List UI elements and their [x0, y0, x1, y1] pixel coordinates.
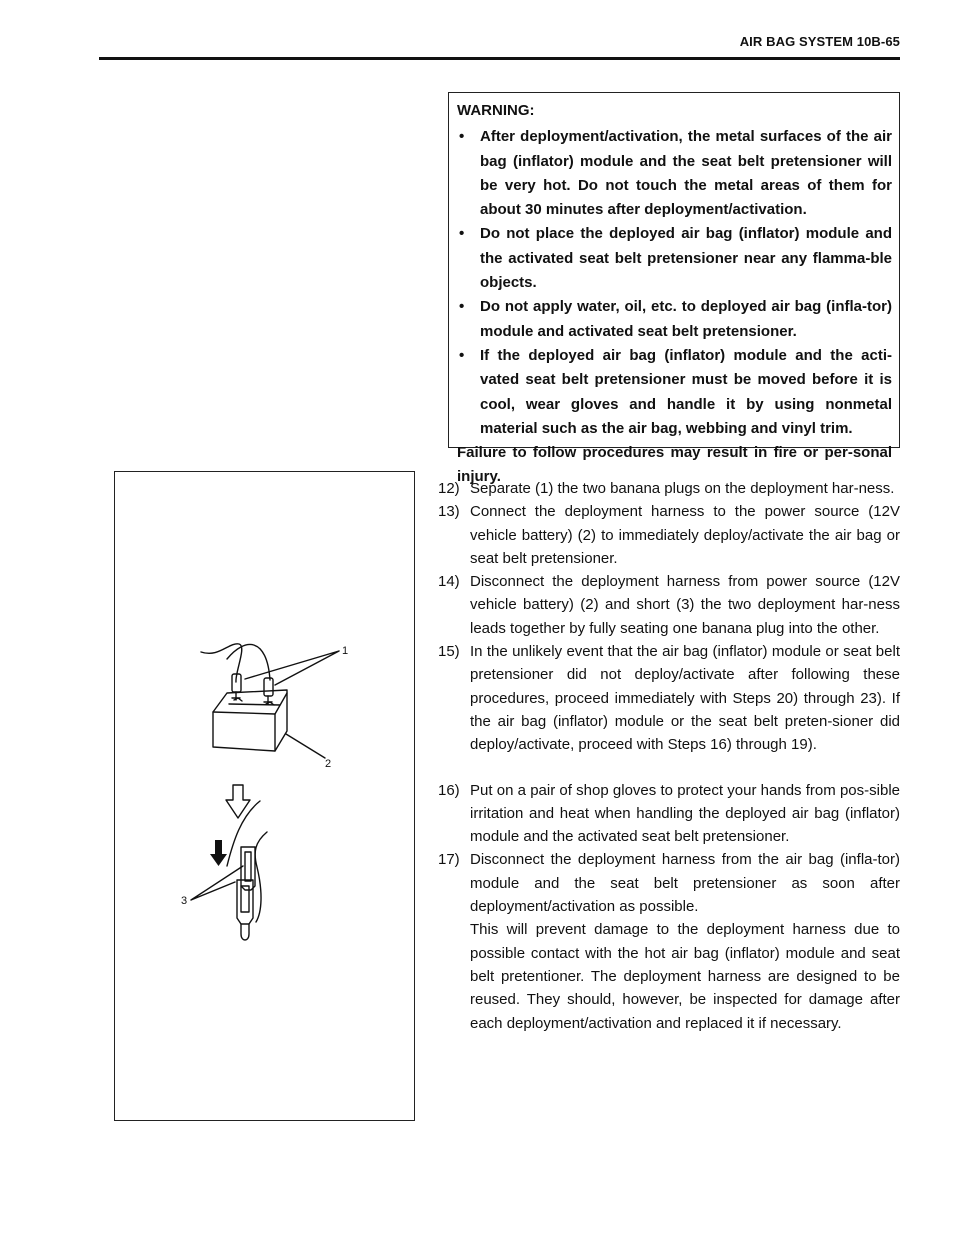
banana-plug	[264, 678, 273, 696]
header-rule	[99, 57, 900, 60]
step-14	[438, 570, 900, 640]
warning-item: • After deployment/activation, the metal surfaces of the air bag (inflator) module and the seat belt pretensioner will be very hot. Do not touch the metal areas of them for about 30 minutes after deployment/activation.	[457, 125, 892, 222]
step-12	[438, 477, 900, 500]
down-arrow-solid	[210, 840, 227, 866]
down-arrow-outline	[226, 785, 250, 818]
harness-wire	[255, 832, 267, 922]
figure-panel	[114, 471, 415, 1121]
procedure-steps	[438, 477, 900, 1035]
step-number: 14)	[438, 573, 460, 591]
step-text: Connect the deployment harness to the power source (12V vehicle battery) (2) to immediately deploy/activate the air bag or seat belt pretensioner.	[470, 503, 900, 567]
callout-1: 1	[342, 645, 349, 657]
leader-line-2	[286, 734, 325, 758]
step-text: Disconnect the deployment harness from power source (12V vehicle battery) (2) and short (3) the two deployment har-ness leads together by fully seating one banana plug into the other.	[470, 573, 900, 637]
step-16	[438, 779, 900, 849]
battery	[213, 690, 287, 751]
warning-footer: Failure to follow procedures may result in fire or per-sonal injury.	[457, 444, 892, 486]
leader-line-1	[245, 651, 339, 685]
warning-list	[457, 125, 892, 441]
warning-item: • Do not place the deployed air bag (inflator) module and the activated seat belt pretensioner near any flamma-ble objects.	[457, 222, 892, 295]
leader-line-3	[191, 866, 243, 900]
step-note: This will prevent damage to the deployment harness due to possible contact with the hot air bag (inflator) module and seat belt pretentioner. The deployment harness are designed to be reused. They should, however, be inspected for damage after each deployment/activation and replaced it if necessary.	[470, 921, 900, 1032]
step-13	[438, 500, 900, 570]
step-text: Disconnect the deployment harness from the air bag (infla-tor) module and the seat belt pretensioner as soon after deployment/activation as possible.	[470, 851, 900, 916]
step-number: 13)	[438, 503, 460, 521]
callout-2: 2	[325, 758, 332, 770]
warning-title: WARNING:	[457, 102, 535, 119]
page-header-title: AIR BAG SYSTEM 10B-65	[739, 34, 900, 49]
step-text: Separate (1) the two banana plugs on the deployment har-ness.	[470, 480, 895, 497]
step-number: 16)	[438, 781, 460, 799]
step-number: 12)	[438, 480, 460, 497]
step-text: In the unlikely event that the air bag (inflator) module or seat belt pretensioner did not deploy/activate after following these procedures, proceed immediately with Steps 20) through 23). If the air bag (inflator) module or the seat belt preten-sioner did deploy/activate, proceed with Steps 16) through 19).	[470, 643, 900, 754]
step-15	[438, 640, 900, 756]
step-number: 15)	[438, 643, 460, 661]
deployment-harness-illustration	[115, 472, 416, 1122]
step-text: Put on a pair of shop gloves to protect your hands from pos-sible irritation and heat when handling the deployed air bag (inflator) module and the activated seat belt pretensioner.	[470, 781, 900, 846]
warning-item: • Do not apply water, oil, etc. to deployed air bag (infla-tor) module and activated seat belt pretensioner.	[457, 295, 892, 344]
callout-3: 3	[181, 895, 188, 907]
warning-item: • If the deployed air bag (inflator) module and the acti-vated seat belt pretensioner must be moved before it is cool, wear gloves and handle it by using nonmetal material such as the air bag, webbing and vinyl trim.	[457, 344, 892, 441]
step-17	[438, 848, 900, 1034]
warning-box	[448, 92, 900, 486]
step-number: 17)	[438, 851, 460, 869]
